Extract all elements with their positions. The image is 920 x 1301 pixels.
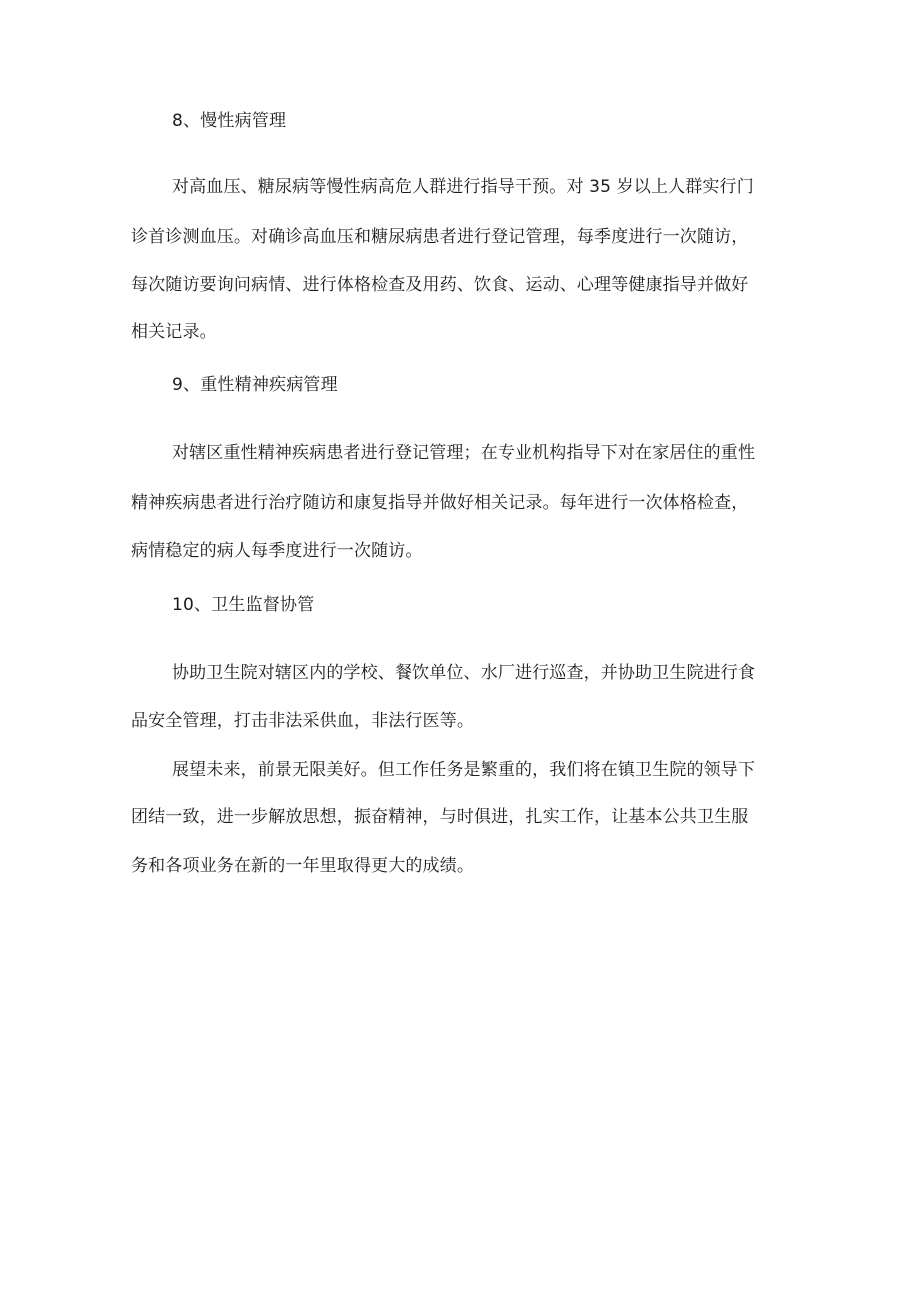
section-heading-mental-illness: 9、重性精神疾病管理	[172, 375, 338, 395]
paragraph-health-supervision	[131, 662, 801, 732]
paragraph-line: 每次随访要询问病情、进行体格检查及用药、饮食、运动、心理等健康指导并做好	[131, 275, 749, 295]
paragraph-mental-illness	[131, 442, 801, 562]
paragraph-chronic-disease	[131, 176, 801, 346]
section-heading-chronic-disease: 8、慢性病管理	[172, 111, 287, 131]
paragraph-line: 团结一致，进一步解放思想，振奋精神，与时俱进，扎实工作，让基本公共卫生服	[131, 807, 749, 827]
paragraph-line: 诊首诊测血压。对确诊高血压和糖尿病患者进行登记管理，每季度进行一次随访，	[131, 227, 749, 247]
section-heading-health-supervision: 10、卫生监督协管	[172, 595, 315, 615]
paragraph-line: 精神疾病患者进行治疗随访和康复指导并做好相关记录。每年进行一次体格检查，	[131, 493, 749, 513]
paragraph-line: 协助卫生院对辖区内的学校、餐饮单位、水厂进行巡查，并协助卫生院进行食	[172, 663, 756, 683]
paragraph-line: 对高血压、糖尿病等慢性病高危人群进行指导干预。对 35 岁以上人群实行门	[172, 177, 754, 197]
paragraph-line: 相关记录。	[131, 322, 217, 342]
paragraph-line: 务和各项业务在新的一年里取得更大的成绩。	[131, 856, 474, 876]
paragraph-line: 对辖区重性精神疾病患者进行登记管理；在专业机构指导下对在家居住的重性	[172, 443, 756, 463]
paragraph-line: 病情稳定的病人每季度进行一次随访。	[131, 541, 423, 561]
paragraph-outlook	[131, 759, 801, 879]
paragraph-line: 展望未来，前景无限美好。但工作任务是繁重的，我们将在镇卫生院的领导下	[172, 760, 756, 780]
paragraph-line: 品安全管理，打击非法采供血，非法行医等。	[131, 711, 474, 731]
